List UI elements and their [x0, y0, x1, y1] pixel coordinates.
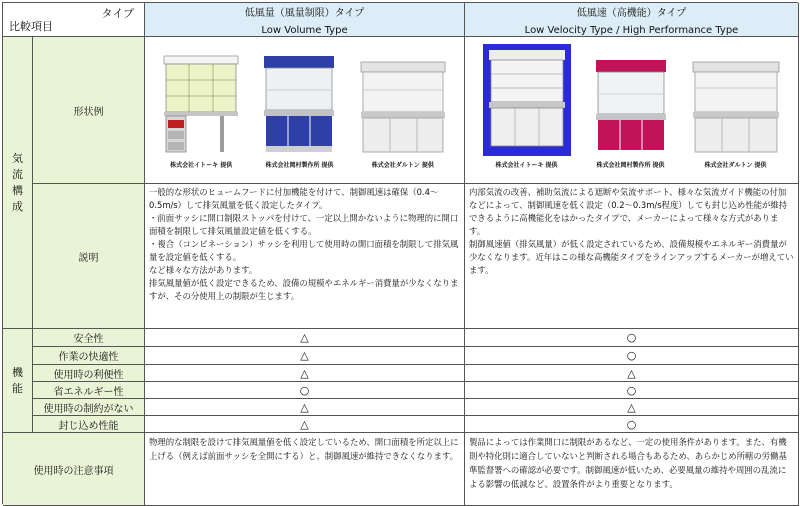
- fume-hood-image: [594, 58, 668, 156]
- function-label-text: 省エネルギー性: [53, 386, 124, 398]
- function-group-text: 機能: [12, 365, 23, 395]
- shape-row-label-text: 形状例: [73, 106, 104, 118]
- function-label-text: 使用時の制約がない: [43, 403, 134, 415]
- fume-hood-image: [359, 60, 447, 156]
- fume-hood-image: [162, 54, 240, 156]
- description-row-label-text: 説明: [78, 252, 99, 264]
- description-paragraph: ・前面サッシに開口制限ストッパを付けて、一定以上開かないように物理的に開口面積を制限して排気風量設定値を低くする。: [149, 213, 459, 236]
- function-label-text: 安全性: [73, 334, 104, 345]
- rating-symbol: △: [300, 331, 309, 344]
- rating-symbol: △: [627, 366, 636, 380]
- description-paragraph: 内部気流の改善、補助気流による遮断や気流サポート、様々な気流ガイド機能の付加などによって、制御風速を低く設定（0.2〜0.3m/s程度）しても封じ込め性能が維持できるように高機能化をはかったタイプで、メーカーによって様々な方式があります。: [469, 187, 788, 236]
- description-paragraph: 一般的な形状のヒュームフードに付加機能を付けて、制御風速は確保（0.4〜0.5m/s）して排気風量を低く設定したタイプ。: [149, 187, 439, 210]
- hood-example-okamura-low-velocity: [594, 58, 668, 169]
- low-velocity-header: [465, 3, 799, 37]
- shape-caption: 株式会社岡村製作所 提供: [596, 162, 665, 169]
- fume-hood-image: [691, 60, 781, 156]
- fume-hood-comparison-table: [2, 2, 798, 504]
- rating-symbol: △: [300, 417, 309, 431]
- shape-caption: 株式会社岡村製作所 提供: [265, 162, 334, 169]
- hood-example-itoki-low-velocity: [483, 44, 571, 169]
- low-volume-title-jp: 低風量（風量制限）タイプ: [244, 7, 365, 19]
- shape-caption: 株式会社イトーキ 提供: [495, 162, 558, 169]
- rating-symbol: △: [300, 366, 309, 380]
- description-paragraph: 制御風速値（排気風量）が低く設定されているため、設備規模やエネルギー消費量が少なくなります。近年はこの様な高機能タイプをラインアップするメーカーが増えています。: [469, 239, 794, 275]
- low-volume-caution: [145, 433, 465, 506]
- caution-row-label-text: 使用時の注意事項: [33, 465, 114, 477]
- description-row-label: [33, 184, 145, 329]
- low-volume-description: [145, 184, 465, 329]
- hood-example-dalton-low-velocity: [691, 60, 781, 169]
- function-row-label: [33, 365, 145, 382]
- low-velocity-title-jp: 低風速（高機能）タイプ: [576, 7, 687, 19]
- function-row-label: [33, 347, 145, 365]
- function-label-text: 使用時の利便性: [53, 369, 124, 381]
- low-volume-shape-cell: [145, 37, 465, 184]
- low-volume-title-en: Low Volume Type: [261, 24, 348, 36]
- header-corner: [3, 3, 145, 37]
- shape-row-label: [33, 37, 145, 184]
- rating-low-velocity: [465, 399, 799, 416]
- low-velocity-shape-cell: [465, 37, 799, 184]
- function-row-label: [33, 416, 145, 433]
- caution-text: 製品によっては作業開口に制限があるなど、一定の使用条件があります。また、有機則や特化則に適合していないと判断される場合もあるため、あらかじめ所轄の労働基準監督署への確認が必要です。制御風速が低いため、必要風量の維持や周囲の乱流による影響の低減など、設置条件がより重要となります。: [469, 437, 787, 489]
- description-paragraph: など様々な方法があります。: [149, 265, 258, 275]
- airflow-group-text: 気流構成: [12, 151, 23, 213]
- hood-example-okamura-low-volume: [262, 54, 336, 169]
- rating-low-volume: [145, 329, 465, 347]
- description-paragraph: ・複合（コンビネーション）サッシを利用して使用時の開口面積を制限して排気風量を設定値を低くする。: [149, 239, 459, 262]
- rating-low-velocity: [465, 365, 799, 382]
- low-velocity-description: [465, 184, 799, 329]
- function-label-text: 作業の快適性: [58, 352, 119, 363]
- shape-caption: 株式会社ダルトン 提供: [371, 162, 434, 169]
- rating-symbol: ○: [626, 417, 637, 431]
- rating-low-volume: [145, 347, 465, 365]
- rating-low-velocity: [465, 382, 799, 399]
- rating-symbol: ○: [626, 383, 637, 397]
- function-label-text: 封じ込め性能: [58, 420, 119, 432]
- rating-symbol: △: [300, 400, 309, 414]
- function-row-label: [33, 399, 145, 416]
- rating-symbol: ○: [626, 349, 637, 362]
- low-volume-header: [145, 3, 465, 37]
- shape-caption: 株式会社イトーキ 提供: [170, 162, 233, 169]
- rating-low-velocity: [465, 347, 799, 365]
- function-row-label: [33, 329, 145, 347]
- rating-symbol: ○: [626, 331, 637, 344]
- airflow-group-label: [3, 37, 33, 329]
- rating-low-velocity: [465, 329, 799, 347]
- rating-low-volume: [145, 416, 465, 433]
- rating-low-volume: [145, 365, 465, 382]
- low-velocity-title-en: Low Velocity Type / High Performance Type: [524, 24, 739, 36]
- rating-symbol: △: [300, 349, 309, 362]
- caution-text: 物理的な制限を設けて排気風量値を低く設定しているため、開口面積を所定以上に上げる（例えば前面サッシを全開にする）と、制御風速が維持できなくなります。: [149, 437, 459, 461]
- hood-example-dalton-low-volume: [359, 60, 447, 169]
- function-group-label: [3, 329, 33, 433]
- shape-caption: 株式会社ダルトン 提供: [704, 162, 767, 169]
- item-header-label: 比較項目: [9, 20, 53, 33]
- rating-low-volume: [145, 382, 465, 399]
- caution-row-label: [3, 433, 145, 506]
- type-header-label: タイプ: [101, 7, 134, 20]
- rating-low-velocity: [465, 416, 799, 433]
- low-velocity-caution: [465, 433, 799, 506]
- function-row-label: [33, 382, 145, 399]
- rating-symbol: △: [627, 400, 636, 414]
- rating-symbol: ○: [299, 383, 310, 397]
- description-paragraph: 排気風量値が低く設定できるため、設備の規模やエネルギー消費量が少なくなりますが、その分使用上の制限が生じます。: [149, 278, 459, 301]
- rating-low-volume: [145, 399, 465, 416]
- hood-example-itoki-low-volume: [162, 54, 240, 169]
- fume-hood-image: [483, 44, 571, 156]
- fume-hood-image: [262, 54, 336, 156]
